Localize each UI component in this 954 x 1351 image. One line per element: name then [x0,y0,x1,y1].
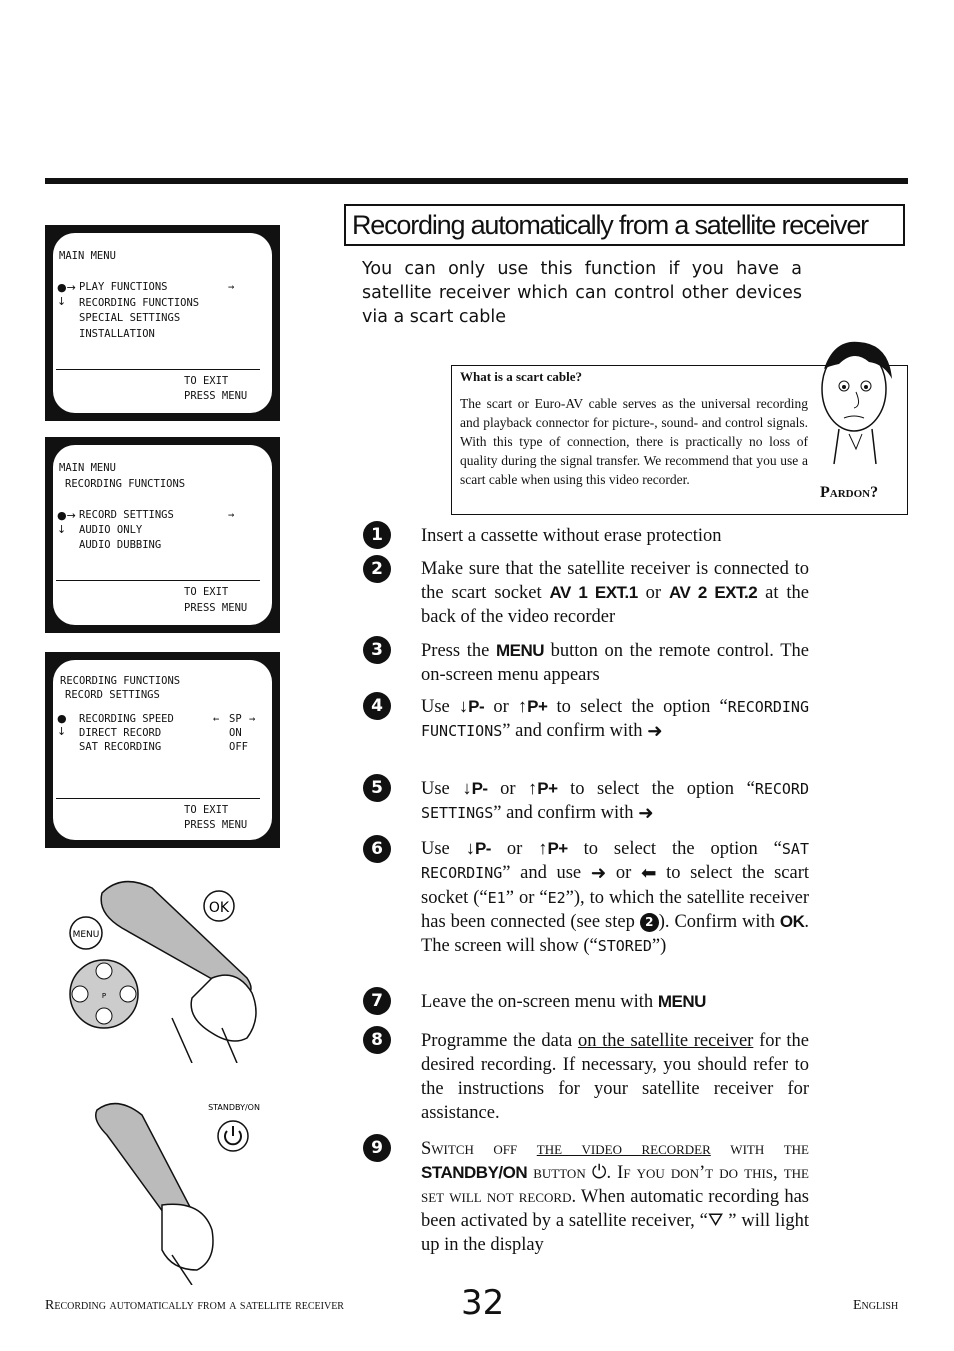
step-number: 1 [363,521,391,549]
step-text: Insert a cassette without erase protection [421,526,722,546]
standby-label: STANDBY/ON [208,1103,260,1112]
osd-item: INSTALLATION [79,328,155,340]
osd-value: SP [229,713,242,725]
osd-exit: PRESS MENU [184,602,248,614]
step-text: or [490,839,539,859]
osd-divider [56,798,260,799]
step-number: 3 [363,636,391,664]
p-plus-key: P+ [527,697,548,716]
step-text: ”), to which the satellite receiver has been connected (see step [421,887,809,932]
step-text: button [527,1163,592,1183]
step-text: to select the option [567,839,758,859]
step-text: Use [421,839,466,859]
osd-title: MAIN MENU [59,462,116,474]
osd-subtitle: RECORDING FUNCTIONS [65,478,186,490]
step-6-text: Use ↓P- or ↑P+ to select the option “SAT RECORDING” and use ➜ or ⬅ to select the scart socket (“E1” or “E2”), to which the satellite receiver has been connected (see step 2 ). Confirm with OK. The screen will show (“STORED”) [421,839,810,956]
right-arrow-icon: → [249,713,256,725]
step-text: at the back of the video recorder [421,583,809,627]
osd-value: OFF [229,741,248,753]
step-text: Use [421,779,463,799]
down-arrow-icon: ↓ [57,523,67,536]
osd-divider [56,369,260,370]
step-text-underlined: on the satellite receiver [577,1031,754,1051]
ok-key-label: OK [779,911,805,931]
ok-label: OK [208,900,230,916]
step-text: for the desired recording. If necessary, you should refer to the instructions for your satellite receiver for assistance. [421,1031,809,1123]
step-text: Programme the data [421,1031,578,1051]
p-plus-key: P+ [547,839,568,858]
step-text: to select the option [557,779,735,799]
step-5-text: Use ↓P- or ↑P+ to select the option “RECORD SETTINGS” and confirm with ➜ [421,779,809,824]
step-text: Use [421,697,459,717]
step-text: and confirm with [501,803,639,823]
socket-label: AV 1 EXT.1 [549,583,638,602]
section-heading [344,204,905,246]
step-number: 5 [363,774,391,802]
p-minus-key: P- [474,839,491,858]
osd-item: SAT RECORDING [79,741,162,753]
osd-screen-main-menu [45,225,280,421]
remote-control-standby-illustration [62,1090,272,1285]
down-arrow-icon: ↓ [57,725,67,738]
power-icon: ⏻ [591,1163,607,1183]
step-text: ” or “ [505,887,548,908]
step-text: with the [710,1139,809,1159]
p-label: P [101,992,107,1000]
step-text: or [484,697,518,717]
page-title: Recording automatically from a satellite receiver [352,210,868,240]
step-4-text: Use ↓P- or ↑P+ to select the option “RECORDING FUNCTIONS” and confirm with ➜ [421,697,809,742]
right-arrow-icon: → [228,509,235,521]
up-arrow-icon: ↑ [538,839,548,859]
osd-exit: TO EXIT [184,375,229,387]
osd-exit: TO EXIT [184,586,229,598]
p-minus-key: P- [471,779,488,798]
right-arrow-icon: ➜ [647,721,663,742]
step-reference: 2 [640,913,659,932]
p-plus-key: P+ [537,779,558,798]
socket-label: AV 2 EXT.2 [669,583,758,602]
standby-key-label: STANDBY/ON [421,1163,528,1182]
page-number: 32 [461,1283,505,1323]
osd-item: AUDIO DUBBING [79,539,162,551]
osd-subtitle: RECORD SETTINGS [65,689,160,701]
step-text: or [637,583,669,603]
info-box [451,365,908,515]
step-text: or [606,863,641,883]
footer-language: English [853,1298,899,1313]
footer-section-title: Recording automatically from a satellite receiver [45,1298,344,1313]
down-arrow-icon: ↓ [462,779,472,799]
osd-item: RECORDING SPEED [79,713,174,725]
cursor-icon: ●→ [57,509,76,522]
step-text: and use [510,863,591,883]
stored-label: STORED [597,936,652,955]
option-label: RECORDING FUNCTIONS [421,698,809,740]
right-arrow-icon: ➜ [590,863,607,884]
step-number: 6 [363,835,391,863]
step-text: or [487,779,529,799]
osd-item: RECORDING FUNCTIONS [79,297,200,309]
step-7-text [421,990,809,1014]
top-rule [45,178,908,184]
step-number: 4 [363,692,391,720]
step-text: Leave the on-screen menu with [421,992,658,1012]
step-text: to select the scart socket (“ [421,863,810,908]
info-text: The scart or Euro-AV cable serves as the universal recording and playback connector for picture-, sound- and control signals. With this type of connection, there is practically no loss of quality during the signal transfer. We recommend that you use a scart cable when using this video recorder. [460,396,808,487]
option-label: SAT RECORDING [421,840,809,882]
satellite-icon: ⛛ [707,1211,724,1231]
up-arrow-icon: ↑ [528,779,538,799]
step-number: 8 [363,1026,391,1054]
left-arrow-icon: ← [213,713,220,725]
step-text: and confirm with [510,721,648,741]
step-text: Press the [421,641,496,661]
step-text: button on the remote control. The on-screen menu appears [421,641,809,685]
cursor-icon: ●→ [57,281,76,294]
osd-item: PLAY FUNCTIONS [79,281,168,293]
menu-label: MENU [72,930,100,940]
osd-screen-record-settings [45,652,280,848]
step-text: Switch off [421,1139,537,1159]
p-minus-key: P- [468,697,485,716]
step-8-text [421,1029,809,1125]
step-text: When automatic recording has been activated by a satellite receiver, “ [421,1187,809,1231]
right-arrow-icon: → [228,281,235,293]
osd-value: ON [229,727,242,739]
step-text: ). Confirm with [658,911,780,932]
osd-item: SPECIAL SETTINGS [79,312,181,324]
socket-e2: E2 [547,888,566,907]
step-text: to select the option [547,697,711,717]
step-text: ”) [651,935,667,956]
step-text: Make sure that the satellite receiver is connected to the scart socket [421,559,809,603]
step-text: . If you don’t do this, the set will not record. [421,1163,809,1207]
down-arrow-icon: ↓ [458,697,469,717]
osd-item: RECORD SETTINGS [79,509,174,521]
up-arrow-icon: ↑ [517,697,528,717]
left-arrow-icon: ⬅ [640,863,657,884]
remote-control-menu-illustration [62,868,272,1063]
info-title: What is a scart cable? [460,369,583,384]
right-arrow-icon: ➜ [638,803,654,824]
osd-item: AUDIO ONLY [79,524,143,536]
step-number: 7 [363,987,391,1015]
step-9-text [421,1137,809,1257]
step-1-text [421,524,809,548]
menu-key-label: MENU [495,641,544,660]
option-label: RECORD SETTINGS [421,780,809,822]
step-3-text [421,639,809,687]
cursor-icon: ● [57,712,67,725]
step-number: 9 [363,1134,391,1162]
osd-exit: PRESS MENU [184,819,248,831]
down-arrow-icon: ↓ [465,839,475,859]
step-text: . The screen will show (“ [421,911,809,956]
osd-title: MAIN MENU [59,250,116,262]
pardon-face-icon [814,334,899,479]
step-number: 2 [363,555,391,583]
osd-screen-recording-functions [45,437,280,633]
step-text: ” will light up in the display [421,1211,809,1255]
osd-divider [56,580,260,581]
intro-text: You can only use this function if you have a satellite receiver which can control other devices via a scart cable [362,259,802,327]
socket-e1: E1 [487,888,506,907]
osd-title: RECORDING FUNCTIONS [60,675,181,687]
osd-exit: TO EXIT [184,804,229,816]
step-2-text [421,557,809,629]
pardon-label: Pardon? [820,484,879,501]
osd-exit: PRESS MENU [184,390,248,402]
step-text-underlined: the video recorder [536,1139,711,1159]
down-arrow-icon: ↓ [57,295,67,308]
osd-item: DIRECT RECORD [79,727,162,739]
menu-key-label: MENU [657,992,706,1011]
